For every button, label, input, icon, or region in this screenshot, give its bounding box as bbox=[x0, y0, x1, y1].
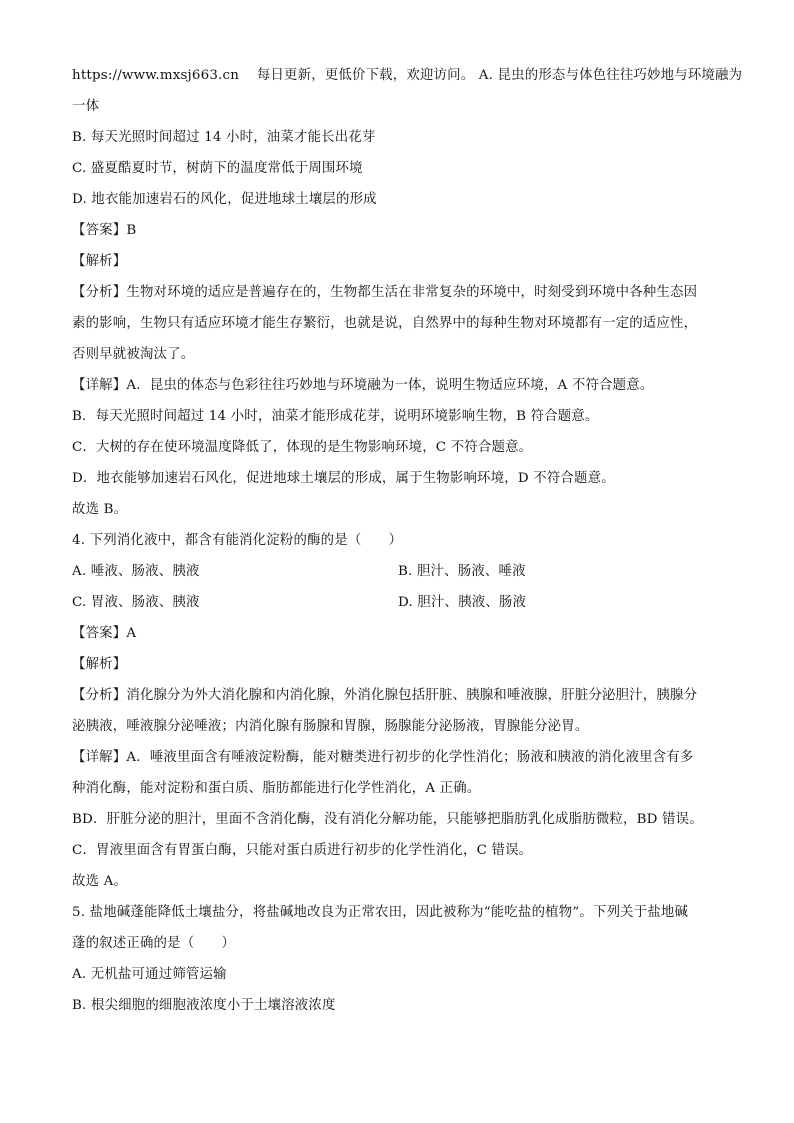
q4-analysis-title: 【解析】 bbox=[72, 657, 127, 672]
q4-analysis-text-2: 泌胰液，唾液腺分泌唾液；内消化腺有肠腺和胃腺，肠腺能分泌肠液，胃腺能分泌胃。 bbox=[72, 719, 589, 734]
q3-answer: 【答案】B bbox=[72, 223, 137, 238]
q4-option-a: A. 唾液、肠液、胰液 bbox=[72, 564, 200, 579]
q4-options-row-2 bbox=[72, 587, 724, 618]
q4-stem: 4. 下列消化液中，都含有能消化淀粉的酶的是（ ） bbox=[72, 533, 403, 548]
q3-option-c: C. 盛夏酷夏时节，树荫下的温度常低于周围环境 bbox=[72, 161, 363, 176]
q3-analysis-text-2: 素的影响，生物只有适应环境才能生存繁衍，也就是说，自然界中的每种生物对环境都有一定的适应性， bbox=[72, 316, 698, 331]
q4-analysis-text-1: 【分析】消化腺分为外大消化腺和内消化腺，外消化腺包括肝脏、胰腺和唾液腺，肝脏分泌胆汁，胰腺分 bbox=[72, 688, 698, 703]
q3-detail-c: C．大树的存在使环境温度降低了，体现的是生物影响环境，C 不符合题意。 bbox=[72, 440, 533, 455]
q4-option-c: C. 胃液、肠液、胰液 bbox=[72, 595, 200, 610]
q3-detail-d: D．地衣能够加速岩石风化，促进地球土壤层的形成，属于生物影响环境，D 不符合题意。 bbox=[72, 471, 615, 486]
document-page bbox=[72, 60, 743, 1021]
q4-option-d: D. 胆汁、胰液、肠液 bbox=[398, 595, 527, 610]
site-notice: 每日更新，更低价下载，欢迎访问。 bbox=[256, 68, 475, 83]
q3-analysis-text-1: 【分析】生物对环境的适应是普遍存在的，生物都生活在非常复杂的环境中，时刻受到环境中各种生态因 bbox=[72, 285, 698, 300]
q4-option-b: B. 胆汁、肠液、唾液 bbox=[398, 564, 526, 579]
q5-option-b: B. 根尖细胞的细胞液浓度小于土壤溶液浓度 bbox=[72, 998, 336, 1013]
q4-detail-c: C．胃液里面含有胃蛋白酶，只能对蛋白质进行初步的化学性消化，C 错误。 bbox=[72, 843, 533, 858]
q3-conclusion: 故选 B。 bbox=[72, 502, 128, 517]
q4-conclusion: 故选 A。 bbox=[72, 874, 128, 889]
q5-stem-2: 蓬的叙述正确的是（ ） bbox=[72, 936, 236, 951]
q3-option-d: D. 地衣能加速岩石的风化，促进地球土壤层的形成 bbox=[72, 192, 377, 207]
q3-option-b: B. 每天光照时间超过 14 小时，油菜才能长出花芽 bbox=[72, 130, 376, 145]
q3-option-a-continued: 一体 bbox=[72, 99, 100, 114]
q3-detail-b: B．每天光照时间超过 14 小时，油菜才能形成花芽，说明环境影响生物，B 符合题意。 bbox=[72, 409, 599, 424]
q3-analysis-text-3: 否则早就被淘汰了。 bbox=[72, 347, 195, 362]
q3-analysis-title: 【解析】 bbox=[72, 254, 127, 269]
q5-option-a: A. 无机盐可通过筛管运输 bbox=[72, 967, 227, 982]
q3-option-a: A. 昆虫的形态与体色往往巧妙地与环境融为 bbox=[478, 68, 743, 83]
q4-detail-text-2: 种消化酶，能对淀粉和蛋白质、脂肪都能进行化学性消化，A 正确。 bbox=[72, 781, 481, 796]
q4-detail-bd: BD．肝脏分泌的胆汁，里面不含消化酶，没有消化分解功能，只能够把脂肪乳化成脂肪微粒，BD 错误。 bbox=[72, 812, 703, 827]
header-line bbox=[72, 60, 743, 91]
q4-answer: 【答案】A bbox=[72, 626, 137, 641]
q3-detail-a: 【详解】A．昆虫的体态与色彩往往巧妙地与环境融为一体，说明生物适应环境，A 不符合题意。 bbox=[72, 378, 654, 393]
q4-detail-text-1: 【详解】A．唾液里面含有唾液淀粉酶，能对糖类进行初步的化学性消化；肠液和胰液的消化液里含有多 bbox=[72, 750, 694, 765]
q4-options-row-1 bbox=[72, 556, 724, 587]
site-url[interactable]: https://www.mxsj663.cn bbox=[72, 68, 240, 83]
q5-stem-1: 5. 盐地碱蓬能降低土壤盐分，将盐碱地改良为正常农田，因此被称为“能吃盐的植物”。下列关于盐地碱 bbox=[72, 905, 689, 920]
